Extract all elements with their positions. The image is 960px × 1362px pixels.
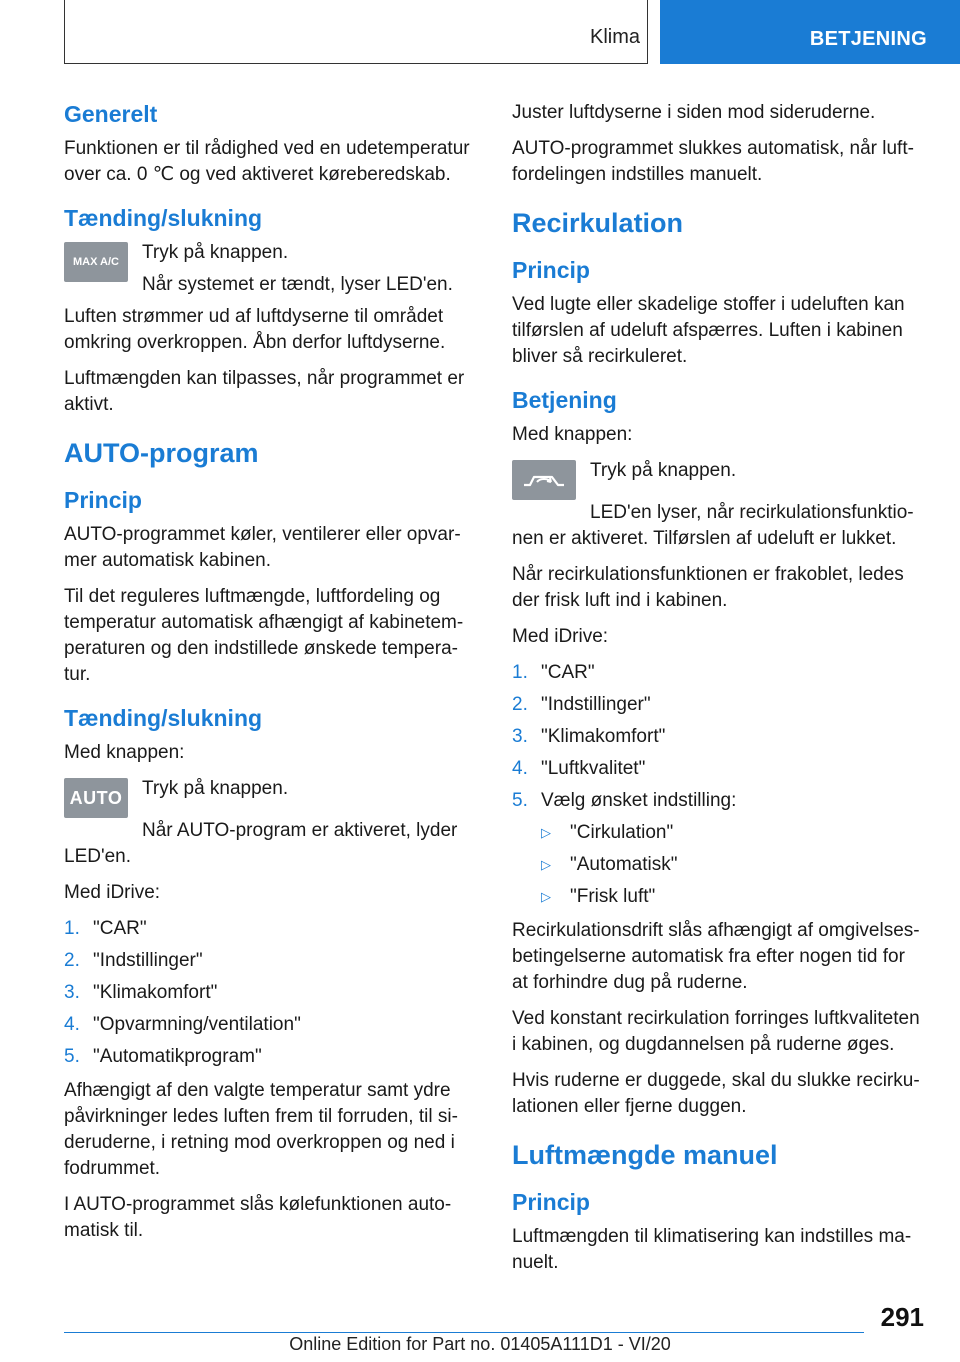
paragraph-generelt: Funktionen er til rådighed ved en udetemperatur over ca. 0 ℃ og ved aktiveret køreberedskab. bbox=[64, 138, 470, 185]
sub-list-item: ▷ "Automatisk" bbox=[541, 854, 678, 875]
auto-instruction bbox=[64, 776, 476, 828]
heading-betjening: Betjening bbox=[512, 387, 617, 413]
paragraph-med-idrive: Med iDrive: bbox=[64, 882, 161, 903]
paragraph-konstant: Ved konstant recirkulation forringes luftkvaliteten i kabinen, og dugdannelsen på ruderne øges. bbox=[512, 1008, 920, 1055]
list-item: 2. "Indstillinger" bbox=[64, 950, 203, 971]
paragraph-frakoblet: Når recirkulationsfunktionen er frakoblet, ledes der frisk luft ind i kabinen. bbox=[512, 564, 904, 611]
header-chapter-tab: BETJENING bbox=[660, 0, 960, 64]
heading-taending-slukning-2: Tænding/slukning bbox=[64, 705, 263, 731]
sub-list-item: ▷ "Cirkulation" bbox=[541, 822, 674, 843]
paragraph-med-knappen-recirk: Med knappen: bbox=[512, 424, 633, 445]
paragraph-juster: Juster luftdyserne i siden mod sideruderne. bbox=[512, 102, 876, 123]
maxac-instruction bbox=[64, 240, 476, 298]
recirc-step-led: LED'en lyser, når recirkulationsfunktionen er aktiveret. Tilførslen af udeluft er lukket. bbox=[512, 502, 914, 549]
heading-recirkulation: Recirkulation bbox=[512, 208, 684, 238]
paragraph-kolefunktion: I AUTO-programmet slås kølefunktionen automatisk til. bbox=[64, 1194, 452, 1241]
maxac-step-led: Når systemet er tændt, lyser LED'en. bbox=[142, 274, 453, 295]
maxac-step-press: Tryk på knappen. bbox=[142, 242, 289, 263]
auto-idrive-steps bbox=[64, 916, 476, 1070]
recirc-instruction bbox=[512, 458, 924, 510]
heading-princip-luftmaengde: Princip bbox=[512, 1189, 590, 1215]
paragraph-auto-2: Til det reguleres luftmængde, luftfordeling og temperatur automatisk afhængigt af kabinetemperaturen og den indstillede ønskede temperatur. bbox=[64, 586, 464, 685]
footer-divider bbox=[64, 1332, 864, 1333]
auto-button-icon: AUTO bbox=[64, 778, 128, 818]
auto-step-led: Når AUTO-program er aktiveret, lyder LED'en. bbox=[64, 820, 458, 867]
header-section-title: Klima bbox=[589, 26, 640, 48]
paragraph-afhaengigt: Afhængigt af den valgte temperatur samt ydre påvirkninger ledes luften frem til forruden, til sideruderne, i retning mod overkroppen og ned i fodrummet. bbox=[64, 1080, 458, 1179]
list-item: 2. "Indstillinger" bbox=[512, 694, 651, 715]
max-ac-button-icon: MAX A/C bbox=[64, 242, 128, 282]
paragraph-med-idrive-recirk: Med iDrive: bbox=[512, 626, 609, 647]
recirculation-car-icon bbox=[520, 467, 568, 493]
paragraph-recirk-princip: Ved lugte eller skadelige stoffer i udeluften kan tilførslen af udeluft afspærres. Luften i kabinen bliver så recirkuleret. bbox=[512, 294, 905, 367]
recirculation-button-icon bbox=[512, 460, 576, 500]
list-item: 1. "CAR" bbox=[64, 918, 147, 939]
heading-generelt: Generelt bbox=[64, 101, 158, 127]
list-item: 3. "Klimakomfort" bbox=[512, 726, 666, 747]
paragraph-med-knappen: Med knappen: bbox=[64, 742, 185, 763]
heading-princip-recirk: Princip bbox=[512, 257, 590, 283]
setting-options bbox=[541, 820, 924, 910]
sub-list-item: ▷ "Frisk luft" bbox=[541, 886, 656, 907]
paragraph-auto-slukkes: AUTO-programmet slukkes automatisk, når luftfordelingen indstilles manuelt. bbox=[512, 138, 914, 185]
paragraph-auto-1: AUTO-programmet køler, ventilerer eller opvarmer automatisk kabinen. bbox=[64, 524, 461, 571]
list-item: 4. "Opvarmning/ventilation" bbox=[64, 1014, 301, 1035]
recirc-step-press: Tryk på knappen. bbox=[590, 460, 737, 481]
recirc-idrive-steps bbox=[512, 660, 924, 910]
auto-step-press: Tryk på knappen. bbox=[142, 778, 289, 799]
list-item: 4. "Luftkvalitet" bbox=[512, 758, 646, 779]
heading-taending-slukning: Tænding/slukning bbox=[64, 205, 263, 231]
right-column bbox=[512, 100, 924, 1286]
page-number: 291 bbox=[880, 1302, 924, 1332]
header-frame bbox=[64, 0, 648, 64]
footer-edition-text: Online Edition for Part no. 01405A111D1 - VI/20 bbox=[289, 1334, 671, 1354]
list-item: 3. "Klimakomfort" bbox=[64, 982, 218, 1003]
heading-princip: Princip bbox=[64, 487, 142, 513]
paragraph-drift: Recirkulationsdrift slås afhængigt af omgivelsesbetingelserne automatisk fra efter nogen tid for at forhindre dug på ruderne. bbox=[512, 920, 920, 993]
list-item: 5. "Automatikprogram" bbox=[64, 1046, 262, 1067]
paragraph-luften: Luften strømmer ud af luftdyserne til området omkring overkroppen. Åbn derfor luftdyserne. bbox=[64, 306, 446, 353]
paragraph-luftmaengden: Luftmængden kan tilpasses, når programmet er aktivt. bbox=[64, 368, 465, 415]
paragraph-duggede: Hvis ruderne er duggede, skal du slukke recirkulationen eller fjerne duggen. bbox=[512, 1070, 920, 1117]
list-item: 5. Vælg ønsket indstilling: ▷ "Cirkulation" ▷ "Automatisk" ▷ "Frisk luft" bbox=[512, 788, 924, 910]
paragraph-luftmaengde-princip: Luftmængden til klimatisering kan indstilles manuelt. bbox=[512, 1226, 912, 1273]
heading-auto-program: AUTO-program bbox=[64, 438, 259, 468]
left-column bbox=[64, 100, 476, 1254]
heading-luftmaengde-manuel: Luftmængde manuel bbox=[512, 1140, 778, 1170]
list-item: 1. "CAR" bbox=[512, 662, 595, 683]
